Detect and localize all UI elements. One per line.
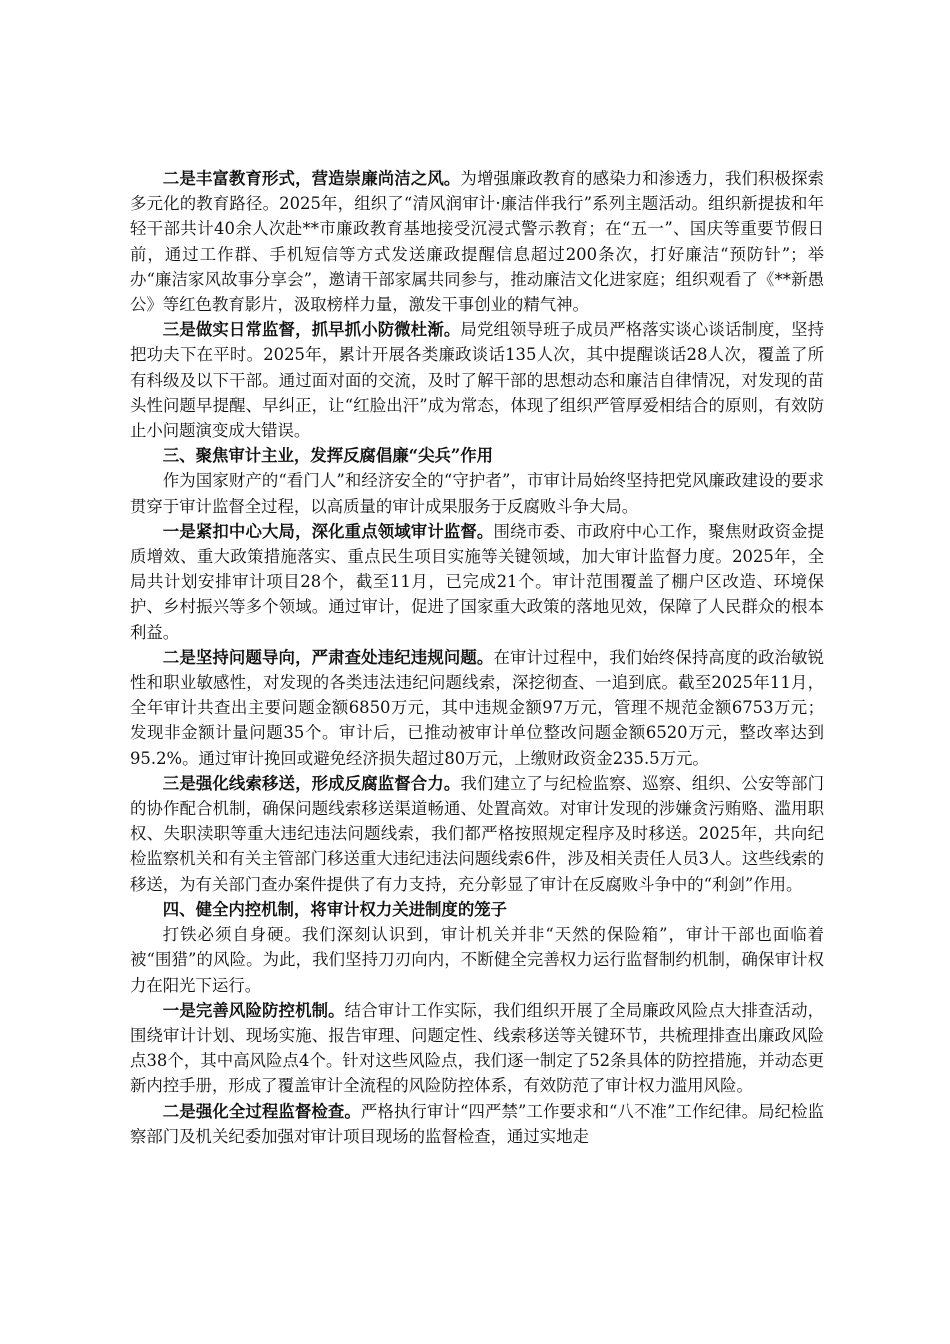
- paragraph-text: 在审计过程中，我们始终保持高度的政治敏锐性和职业敏感性，对发现的各类违法违纪问题线索，深挖彻查、一追到底。截至2025年11月，全年审计共查出主要问题金额6850万元，其中违规金额97万元，管理不规范金额6753万元；发现非金额计量问题35个。审计后，已推动被审计单位整改问题金额6520万元，整改率达到95.2%。通过审计挽回或避免经济损失超过80万元，上缴财政资金235.5万元。: [130, 647, 824, 768]
- section-heading-4: 四、健全内控机制，将审计权力关进制度的笼子: [162, 899, 507, 919]
- paragraph-section-4-intro: [130, 922, 824, 998]
- paragraph-text: 严格执行审计“四严禁”工作要求和“八不准”工作纪律。局纪检监察部门及机关纪委加强对审计项目现场的监督检查，通过实地走: [130, 1101, 824, 1146]
- paragraph-risk-control: [130, 998, 824, 1099]
- paragraph-lead: 三是做实日常监督，抓早抓小防微杜渐。: [162, 320, 461, 340]
- paragraph-education: [130, 166, 824, 317]
- paragraph-lead: 一是紧扣中心大局，深化重点领域审计监督。: [162, 521, 494, 541]
- paragraph-lead: 三是强化线索移送，形成反腐监督合力。: [162, 773, 461, 793]
- paragraph-text: 围绕市委、市政府中心工作，聚焦财政资金提质增效、重大政策措施落实、重点民生项目实施等关键领域，加大审计监督力度。2025年，全局共计划安排审计项目28个，截至11月，已完成21个。审计范围覆盖了棚户区改造、环境保护、乡村振兴等多个领域。通过审计，促进了国家重大政策的落地见效，保障了人民群众的根本利益。: [130, 521, 824, 642]
- paragraph-supervision: [130, 317, 824, 443]
- paragraph-text: 打铁必须自身硬。我们深刻认识到，审计机关并非“天然的保险箱”，审计干部也面临着被“围猎”的风险。为此，我们坚持刀刃向内，不断健全完善权力运行监督制约机制，确保审计权力在阳光下运行。: [130, 925, 824, 995]
- paragraph-text: 作为国家财产的“看门人”和经济安全的“守护者”，市审计局始终坚持把党风廉政建设的要求贯穿于审计监督全过程，以高质量的审计成果服务于反腐败斗争大局。: [130, 471, 824, 516]
- paragraph-lead: 一是完善风险防控机制。: [162, 1000, 345, 1020]
- paragraph-lead: 二是强化全过程监督检查。: [162, 1101, 361, 1121]
- paragraph-key-areas: [130, 519, 824, 645]
- paragraph-text: 为增强廉政教育的感染力和渗透力，我们积极探索多元化的教育路径。2025年，组织了“清风润审计·廉洁伴我行”系列主题活动。组织新提拔和年轻干部共计40余人次赴**市廉政教育基地接受沉浸式警示教育；在“五一”、国庆等重要节假日前，通过工作群、手机短信等方式发送廉政提醒信息超过200条次，打好廉洁“预防针”；举办“廉洁家风故事分享会”，邀请干部家属共同参与，推动廉洁文化进家庭；组织观看了《**新愚公》等红色教育影片，汲取榜样力量，激发干事创业的精气神。: [130, 169, 825, 315]
- section-heading-3: 三、聚焦审计主业，发挥反腐倡廉“尖兵”作用: [162, 446, 494, 466]
- paragraph-text: 局党组领导班子成员严格落实谈心谈话制度，坚持把功夫下在平时。2025年，累计开展各类廉政谈话135人次，其中提醒谈话28人次，覆盖了所有科级及以下干部。通过面对面的交流，及时了解干部的思想动态和廉洁自律情况，对发现的苗头性问题早提醒、早纠正，让“红脸出汗”成为常态，体现了组织严管厚爱相结合的原则，有效防止小问题演变成大错误。: [130, 320, 825, 441]
- document-body: [130, 166, 824, 1149]
- paragraph-process-inspection: [130, 1099, 824, 1149]
- paragraph-lead: 二是丰富教育形式，营造崇廉尚洁之风。: [162, 169, 461, 188]
- paragraph-lead: 二是坚持问题导向，严肃查处违纪违规问题。: [162, 647, 494, 667]
- paragraph-problem-oriented: [130, 645, 824, 771]
- paragraph-section-3-intro: [130, 468, 824, 518]
- paragraph-text: 结合审计工作实际，我们组织开展了全局廉政风险点大排查活动，围绕审计计划、现场实施、报告审理、问题定性、线索移送等关键环节，共梳理排查出廉政风险点38个，其中高风险点4个。针对这些风险点，我们逐一制定了52条具体的防控措施，并动态更新内控手册，形成了覆盖审计全流程的风险防控体系，有效防范了审计权力滥用风险。: [130, 1000, 825, 1096]
- paragraph-text: 我们建立了与纪检监察、巡察、组织、公安等部门的协作配合机制，确保问题线索移送渠道畅通、处置高效。对审计发现的涉嫌贪污贿赂、滥用职权、失职渎职等重大违纪违法问题线索，我们都严格按照规定程序及时移送。2025年，共向纪检监察机关和有关主管部门移送重大违纪违法问题线索6件，涉及相关责任人员3人。这些线索的移送，为有关部门查办案件提供了有力支持，充分彰显了审计在反腐败斗争中的“利剑”作用。: [130, 773, 825, 894]
- paragraph-clue-transfer: [130, 771, 824, 897]
